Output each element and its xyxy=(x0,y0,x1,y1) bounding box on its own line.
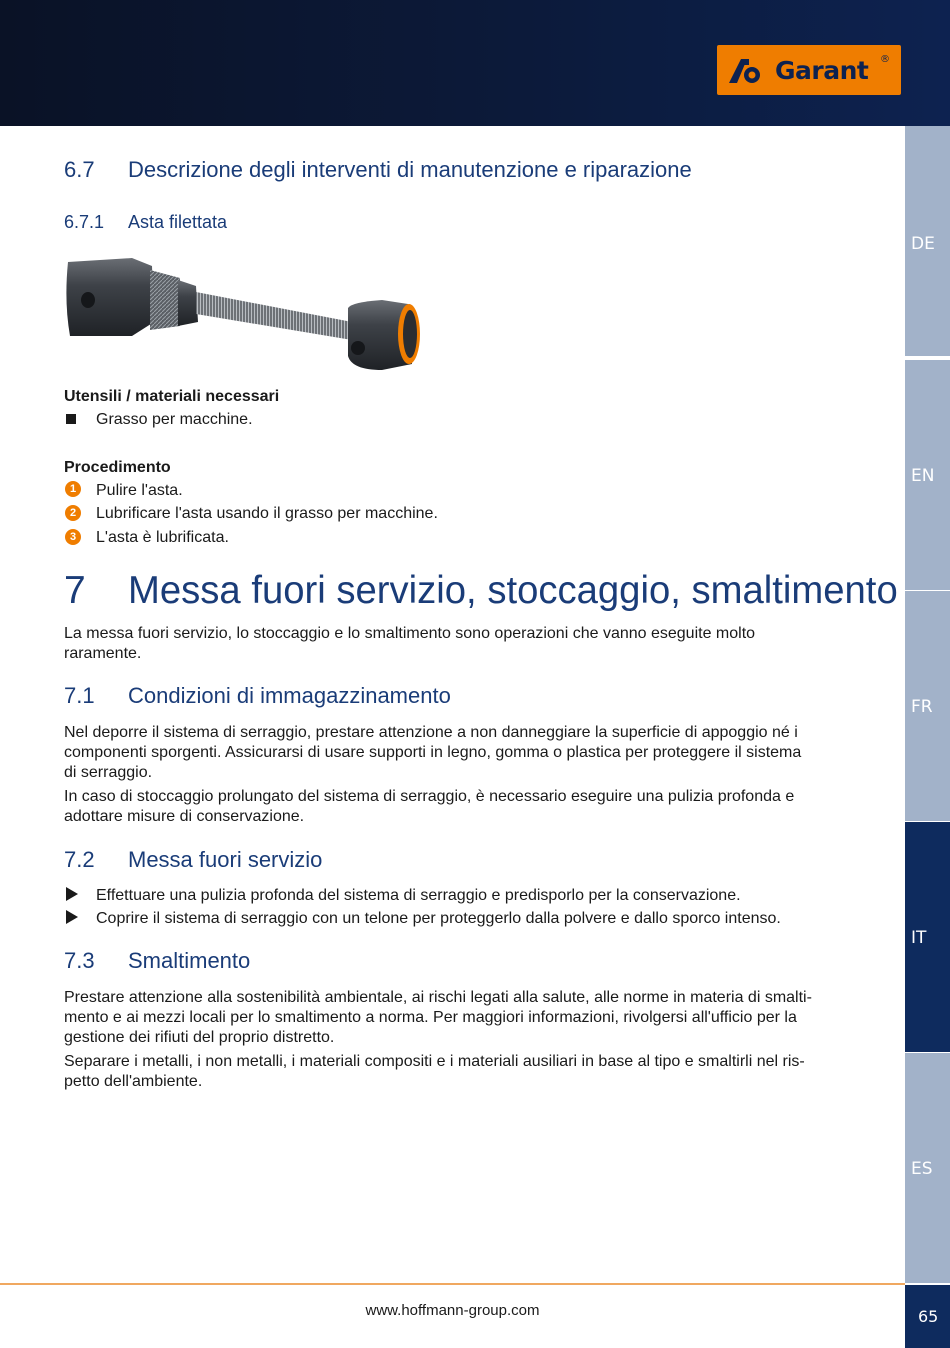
section-title: Messa fuori servizio xyxy=(128,847,323,872)
paragraph-line: adottare misure di conservazione. xyxy=(64,808,305,825)
square-bullet-icon xyxy=(66,414,76,424)
tab-it[interactable] xyxy=(905,822,950,1052)
page-header xyxy=(0,0,950,126)
action-item: Effettuare una pulizia profonda del sistema di serraggio e predisporlo per la conservazione. xyxy=(96,887,741,904)
garant-emblem-icon xyxy=(727,55,773,85)
section-number: 7.3 xyxy=(64,948,95,973)
tools-heading: Utensili / materiali necessari xyxy=(64,388,280,405)
section-title: Condizioni di immagazzinamento xyxy=(128,683,451,708)
tab-label: ES xyxy=(911,1159,933,1179)
section-title: Asta filettata xyxy=(128,212,228,232)
procedure-step: L'asta è lubrificata. xyxy=(96,529,229,546)
paragraph-line: In caso di stoccaggio prolungato del sistema di serraggio, è necessario eseguire una pulizia profonda e xyxy=(64,788,795,805)
tools-item: Grasso per macchine. xyxy=(96,411,253,428)
page-number: 65 xyxy=(918,1307,939,1326)
paragraph-line: Prestare attenzione alla sostenibilità ambientale, ai rischi legati alla salute, alle norme in materia di smalti- xyxy=(64,989,812,1006)
language-sidebar xyxy=(905,126,950,1348)
chapter-intro-line: raramente. xyxy=(64,645,142,662)
tab-es[interactable] xyxy=(905,1053,950,1283)
paragraph-line: di serraggio. xyxy=(64,764,153,781)
section-number: 6.7.1 xyxy=(64,212,105,232)
tab-de[interactable] xyxy=(905,126,950,356)
registered-mark: ® xyxy=(880,54,890,65)
garant-logo xyxy=(717,45,901,95)
chapter-title: Messa fuori servizio, stoccaggio, smaltimento xyxy=(128,569,898,612)
tab-en[interactable] xyxy=(905,360,950,590)
tab-fr[interactable] xyxy=(905,591,950,821)
paragraph-line: petto dell'ambiente. xyxy=(64,1073,203,1090)
footer-url[interactable]: www.hoffmann-group.com xyxy=(365,1302,540,1319)
brand-name: Garant xyxy=(775,56,869,85)
section-number: 7.1 xyxy=(64,683,95,708)
threaded-rod-image xyxy=(62,252,427,377)
chapter-number: 7 xyxy=(64,569,86,612)
section-title: Descrizione degli interventi di manutenzione e riparazione xyxy=(128,157,692,182)
page-number-box xyxy=(905,1285,950,1348)
procedure-step: Lubrificare l'asta usando il grasso per macchine. xyxy=(96,505,438,522)
tab-label: EN xyxy=(911,466,935,486)
tab-label: IT xyxy=(911,928,927,948)
paragraph-line: componenti sporgenti. Assicurarsi di usare supporti in legno, gomma o plastica per proteggere il sistema xyxy=(64,744,802,761)
paragraph-line: Separare i metalli, i non metalli, i materiali compositi e i materiali ausiliari in base al tipo e smaltirli nel ris- xyxy=(64,1053,805,1070)
arrow-bullet-icon xyxy=(66,910,78,924)
section-title: Smaltimento xyxy=(128,948,251,973)
section-number: 7.2 xyxy=(64,847,95,872)
section-number: 6.7 xyxy=(64,157,95,182)
action-item: Coprire il sistema di serraggio con un telone per proteggerlo dalla polvere e dallo sporco intenso. xyxy=(96,910,781,927)
step-3-icon: 3 xyxy=(65,529,81,545)
paragraph-line: Nel deporre il sistema di serraggio, prestare attenzione a non danneggiare la superficie di appoggio né i xyxy=(64,724,798,741)
step-1-icon: 1 xyxy=(65,481,81,497)
footer-divider xyxy=(0,1283,905,1285)
step-2-icon: 2 xyxy=(65,505,81,521)
procedure-step: Pulire l'asta. xyxy=(96,482,183,499)
tab-label: DE xyxy=(911,234,935,254)
paragraph-line: mento e ai mezzi locali per lo smaltimento a norma. Per maggiori informazioni, rivolgersi all'ufficio per la xyxy=(64,1009,797,1026)
arrow-bullet-icon xyxy=(66,887,78,901)
chapter-intro-line: La messa fuori servizio, lo stoccaggio e lo smaltimento sono operazioni che vanno eseguite molto xyxy=(64,625,756,642)
paragraph-line: gestione dei rifiuti del proprio distretto. xyxy=(64,1029,335,1046)
tab-label: FR xyxy=(911,697,933,717)
procedure-heading: Procedimento xyxy=(64,459,171,476)
